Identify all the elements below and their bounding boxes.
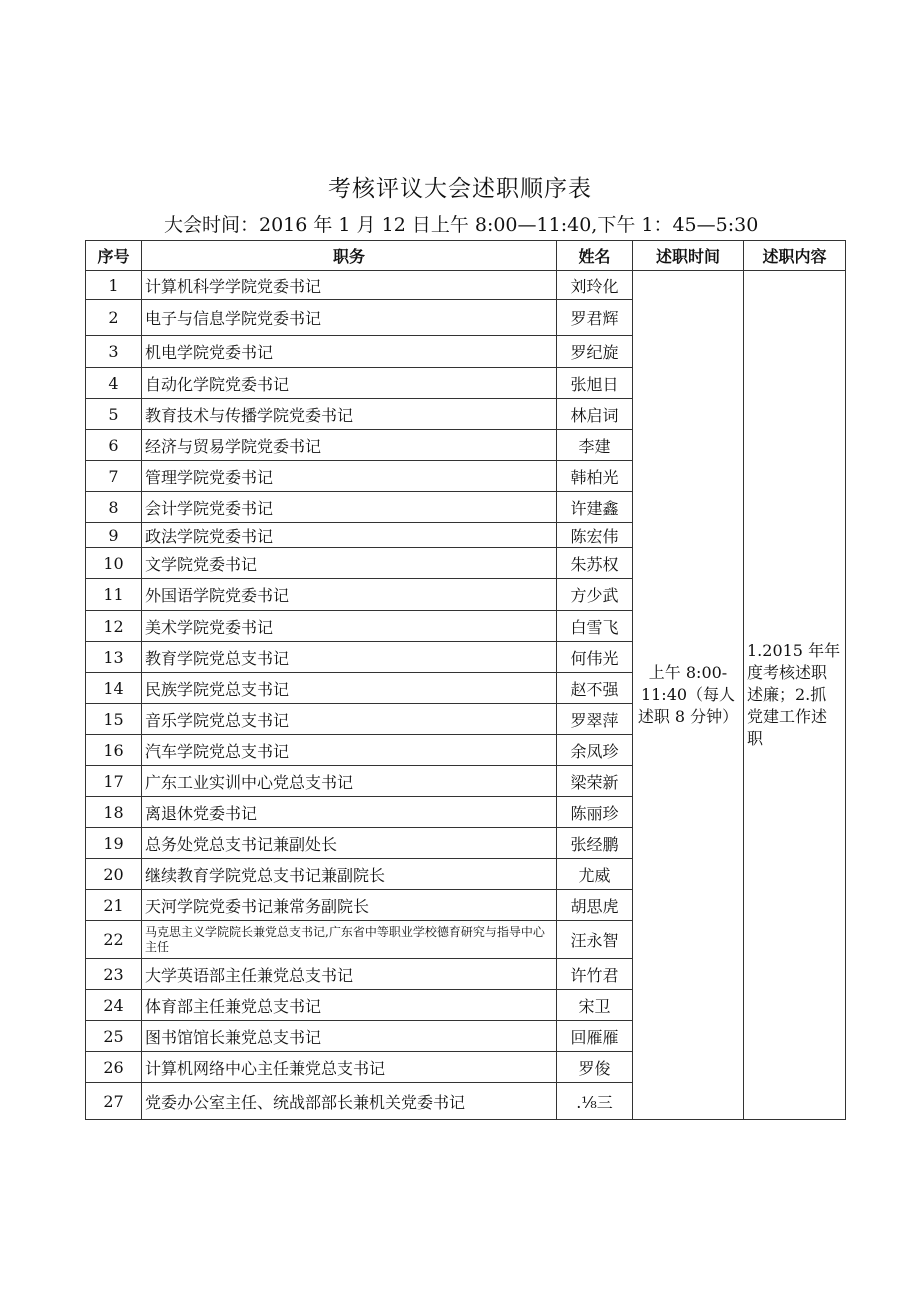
row-position: 政法学院党委书记: [142, 523, 557, 548]
row-index: 5: [86, 399, 142, 430]
row-index: 15: [86, 704, 142, 735]
row-position: 经济与贸易学院党委书记: [142, 430, 557, 461]
row-name: 何伟光: [557, 642, 633, 673]
row-position: 广东工业实训中心党总支书记: [142, 766, 557, 797]
row-position: 计算机科学学院党委书记: [142, 271, 557, 300]
row-position: 汽车学院党总支书记: [142, 735, 557, 766]
header-index: 序号: [86, 241, 142, 271]
row-position: 外国语学院党委书记: [142, 579, 557, 611]
header-content: 述职内容: [744, 241, 846, 271]
row-index: 14: [86, 673, 142, 704]
row-position: 总务处党总支书记兼副处长: [142, 828, 557, 859]
row-index: 24: [86, 990, 142, 1021]
table-row: [86, 271, 846, 300]
row-index: 23: [86, 959, 142, 990]
row-name: 梁荣新: [557, 766, 633, 797]
row-name: 宋卫: [557, 990, 633, 1021]
row-index: 13: [86, 642, 142, 673]
row-index: 19: [86, 828, 142, 859]
row-position: 自动化学院党委书记: [142, 368, 557, 399]
row-name: 陈丽珍: [557, 797, 633, 828]
row-index: 18: [86, 797, 142, 828]
row-name: 许竹君: [557, 959, 633, 990]
row-position: 天河学院党委书记兼常务副院长: [142, 890, 557, 921]
row-index: 10: [86, 548, 142, 579]
row-name: 尤威: [557, 859, 633, 890]
row-name: 赵不强: [557, 673, 633, 704]
header-time: 述职时间: [633, 241, 744, 271]
row-position: 体育部主任兼党总支书记: [142, 990, 557, 1021]
row-name: 韩柏光: [557, 461, 633, 492]
row-index: 11: [86, 579, 142, 611]
row-index: 12: [86, 611, 142, 642]
row-name: 张旭日: [557, 368, 633, 399]
row-name: 陈宏伟: [557, 523, 633, 548]
schedule-table: [85, 240, 846, 1120]
row-name: 罗翠萍: [557, 704, 633, 735]
row-position: 图书馆馆长兼党总支书记: [142, 1021, 557, 1052]
row-name: 林启词: [557, 399, 633, 430]
row-name: 白雪飞: [557, 611, 633, 642]
row-position: 电子与信息学院党委书记: [142, 300, 557, 336]
row-index: 26: [86, 1052, 142, 1083]
row-name: 罗俊: [557, 1052, 633, 1083]
row-index: 16: [86, 735, 142, 766]
row-index: 25: [86, 1021, 142, 1052]
row-name: 余凤珍: [557, 735, 633, 766]
row-name: 许建鑫: [557, 492, 633, 523]
row-position: 文学院党委书记: [142, 548, 557, 579]
row-position: 马克思主义学院院长兼党总支书记,广东省中等职业学校德育研究与指导中心主任: [142, 921, 557, 959]
meeting-time: 大会时间：2016 年 1 月 12 日上午 8:00—11:40,下午 1：45—5:30: [164, 214, 759, 236]
row-name: 汪永智: [557, 921, 633, 959]
row-name: 张经鹏: [557, 828, 633, 859]
row-name: 胡思虎: [557, 890, 633, 921]
row-name: 罗君辉: [557, 300, 633, 336]
row-index: 8: [86, 492, 142, 523]
row-position: 继续教育学院党总支书记兼副院长: [142, 859, 557, 890]
row-position: 机电学院党委书记: [142, 336, 557, 368]
row-index: 3: [86, 336, 142, 368]
row-name: .⅛三: [557, 1083, 633, 1120]
row-index: 21: [86, 890, 142, 921]
row-index: 9: [86, 523, 142, 548]
row-position: 大学英语部主任兼党总支书记: [142, 959, 557, 990]
table-header-row: [86, 241, 846, 271]
row-name: 刘玲化: [557, 271, 633, 300]
row-index: 7: [86, 461, 142, 492]
page-title: 考核评议大会述职顺序表: [328, 176, 592, 202]
row-index: 4: [86, 368, 142, 399]
row-position: 计算机网络中心主任兼党总支书记: [142, 1052, 557, 1083]
row-index: 17: [86, 766, 142, 797]
row-index: 2: [86, 300, 142, 336]
report-time-cell: 上午 8:00-11:40（每人述职 8 分钟）: [633, 271, 744, 1120]
row-index: 20: [86, 859, 142, 890]
row-name: 罗纪旋: [557, 336, 633, 368]
row-index: 6: [86, 430, 142, 461]
row-position: 会计学院党委书记: [142, 492, 557, 523]
row-index: 27: [86, 1083, 142, 1120]
table-body: [86, 271, 846, 1120]
row-index: 22: [86, 921, 142, 959]
row-position: 民族学院党总支书记: [142, 673, 557, 704]
row-position: 管理学院党委书记: [142, 461, 557, 492]
row-position: 教育学院党总支书记: [142, 642, 557, 673]
row-position: 美术学院党委书记: [142, 611, 557, 642]
report-content-cell: 1.2015 年年度考核述职述廉；2.抓党建工作述职: [744, 271, 846, 1120]
row-index: 1: [86, 271, 142, 300]
row-position: 党委办公室主任、统战部部长兼机关党委书记: [142, 1083, 557, 1120]
row-name: 朱苏权: [557, 548, 633, 579]
row-position: 教育技术与传播学院党委书记: [142, 399, 557, 430]
row-name: 方少武: [557, 579, 633, 611]
row-name: 李建: [557, 430, 633, 461]
header-name: 姓名: [557, 241, 633, 271]
row-name: 回雁雁: [557, 1021, 633, 1052]
row-position: 音乐学院党总支书记: [142, 704, 557, 735]
header-position: 职务: [142, 241, 557, 271]
row-position: 离退休党委书记: [142, 797, 557, 828]
